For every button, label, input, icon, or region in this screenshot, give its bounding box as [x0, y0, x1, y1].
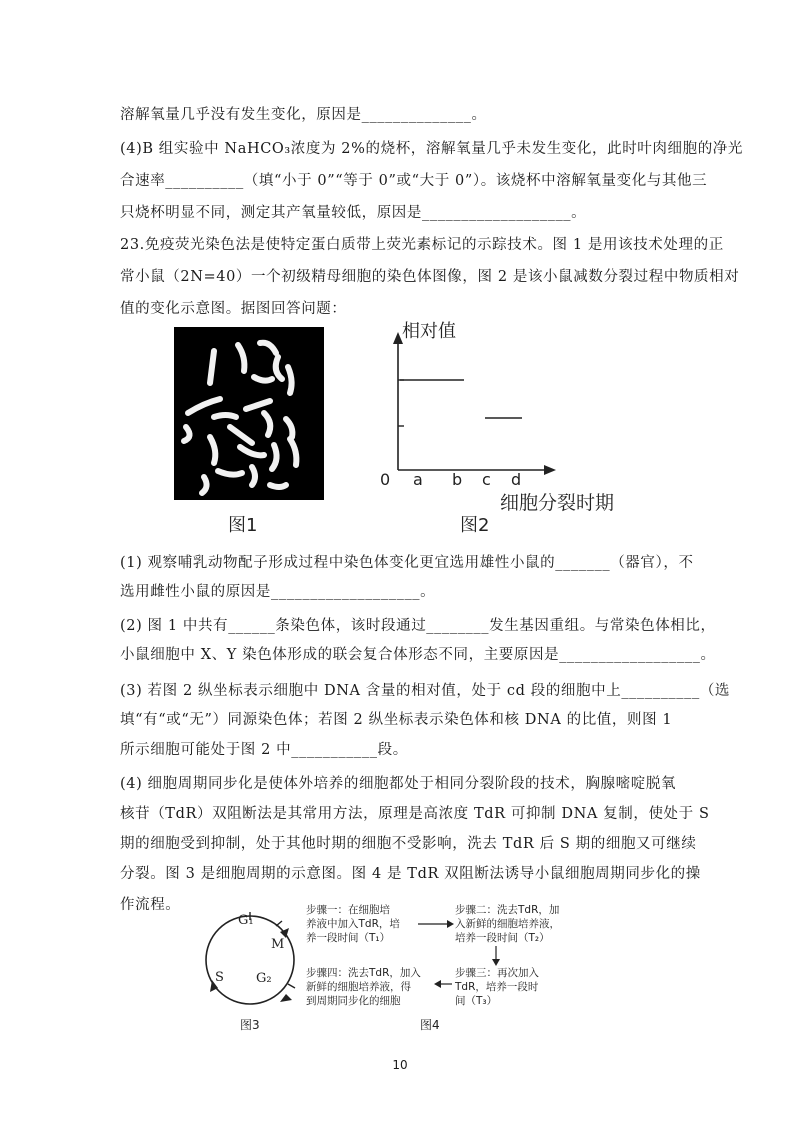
figure-2-ylabel: 相对值 [402, 321, 456, 342]
cycle-divider [288, 984, 295, 988]
text-line-2: (4)B 组实验中 NaHCO₃浓度为 2%的烧杯，溶解氧量几乎未发生变化，此时叶肉细胞的净光 [120, 141, 743, 157]
label-g2: G₂ [256, 971, 272, 986]
text-line-15: (4) 细胞周期同步化是使体外培养的细胞都处于相同分裂阶段的技术，胸腺嘧啶脱氧 [120, 776, 677, 792]
text-line-16: 核苷（TdR）双阻断法是其常用方法，原理是高浓度 TdR 可抑制 DNA 复制，使处于 S [120, 806, 710, 822]
text-line-19: 作流程。 [120, 897, 181, 913]
text-line-18: 分裂。图 3 是细胞周期的示意图。图 4 是 TdR 双阻断法诱导小鼠细胞周期同步化的操 [120, 866, 701, 882]
text-line-12: (3) 若图 2 纵坐标表示细胞中 DNA 含量的相对值，处于 cd 段的细胞中上__________（选 [120, 683, 731, 699]
text-line-3: 合速率__________（填“小于 0”“等于 0”或“大于 0”）。该烧杯中溶解氧量变化与其他三 [120, 173, 708, 189]
label-g1: G₁ [238, 913, 254, 928]
x-axis-arrow-icon [544, 465, 556, 475]
cycle-circle [206, 916, 294, 1004]
step-1-text: 步骤一：在细胞培 养液中加入TdR，培 养一段时间（T₁） [306, 904, 400, 944]
text-line-14: 所示细胞可能处于图 2 中___________段。 [120, 742, 408, 758]
figure-4-caption: 图4 [420, 1018, 440, 1032]
cycle-divider [276, 921, 282, 926]
figure-3-caption: 图3 [240, 1018, 260, 1032]
label-m: M [271, 937, 285, 952]
figure-2-tick-d: d [511, 470, 522, 489]
chromosome-icon [174, 327, 324, 500]
cycle-arrow-icon [280, 994, 292, 1002]
figure-2-xlabel: 细胞分裂时期 [500, 492, 615, 514]
figure-1-caption: 图1 [228, 515, 258, 536]
figure-2-caption: 图2 [460, 515, 490, 536]
figure-2-tick-a: a [413, 470, 423, 489]
flow-arrowhead-icon [434, 980, 441, 988]
figure-1-chromosome-image [174, 327, 324, 500]
figure-4-arrows [300, 900, 600, 1015]
flow-arrowhead-icon [447, 920, 454, 928]
text-line-6: 常小鼠（2N=40）一个初级精母细胞的染色体图像，图 2 是该小鼠减数分裂过程中物质相对 [120, 269, 740, 285]
flow-arrowhead-icon [492, 959, 500, 966]
figure-2-tick-b: b [452, 470, 463, 489]
text-line-13: 填“有“或“无”）同源染色体；若图 2 纵坐标表示染色体和核 DNA 的比值，则图 1 [120, 712, 673, 728]
text-line-17: 期的细胞受到抑制，处于其他时期的细胞不受影响，洗去 TdR 后 S 期的细胞又可继续 [120, 836, 697, 852]
text-line-11: 小鼠细胞中 X、Y 染色体形成的联会复合体形态不同，主要原因是__________________。 [120, 647, 716, 663]
text-line-7: 值的变化示意图。据图回答问题： [120, 301, 347, 317]
text-line-4: 只烧杯明显不同，测定其产氧量较低，原因是___________________。 [120, 205, 587, 221]
figure-2-tick-c: c [482, 470, 491, 489]
text-line-10: (2) 图 1 中共有______条染色体，该时段通过________发生基因重组。与常染色体相比， [120, 618, 716, 634]
text-line-8: (1) 观察哺乳动物配子形成过程中染色体变化更宜选用雄性小鼠的_______（器官），不 [120, 555, 694, 571]
label-s: S [215, 970, 224, 985]
figure-2-tick-0: 0 [380, 470, 391, 489]
text-line-5: 23.免疫荧光染色法是使特定蛋白质带上荧光素标记的示踪技术。图 1 是用该技术处理的正 [120, 237, 724, 253]
text-line-9: 选用雌性小鼠的原因是___________________。 [120, 584, 436, 600]
step-4-text: 步骤四：洗去TdR，加入 新鲜的细胞培养液，得 到周期同步化的细胞 [306, 967, 421, 1007]
figure-3-cell-cycle [200, 906, 310, 1012]
text-line-1: 溶解氧量几乎没有发生变化，原因是______________。 [120, 107, 487, 123]
page-number: 10 [392, 1058, 408, 1072]
step-2-text: 步骤二：洗去TdR，加 入新鲜的细胞培养液， 培养一段时间（T₂） [455, 904, 560, 944]
step-3-text: 步骤三：再次加入 TdR，培养一段时 间（T₃） [455, 967, 539, 1007]
